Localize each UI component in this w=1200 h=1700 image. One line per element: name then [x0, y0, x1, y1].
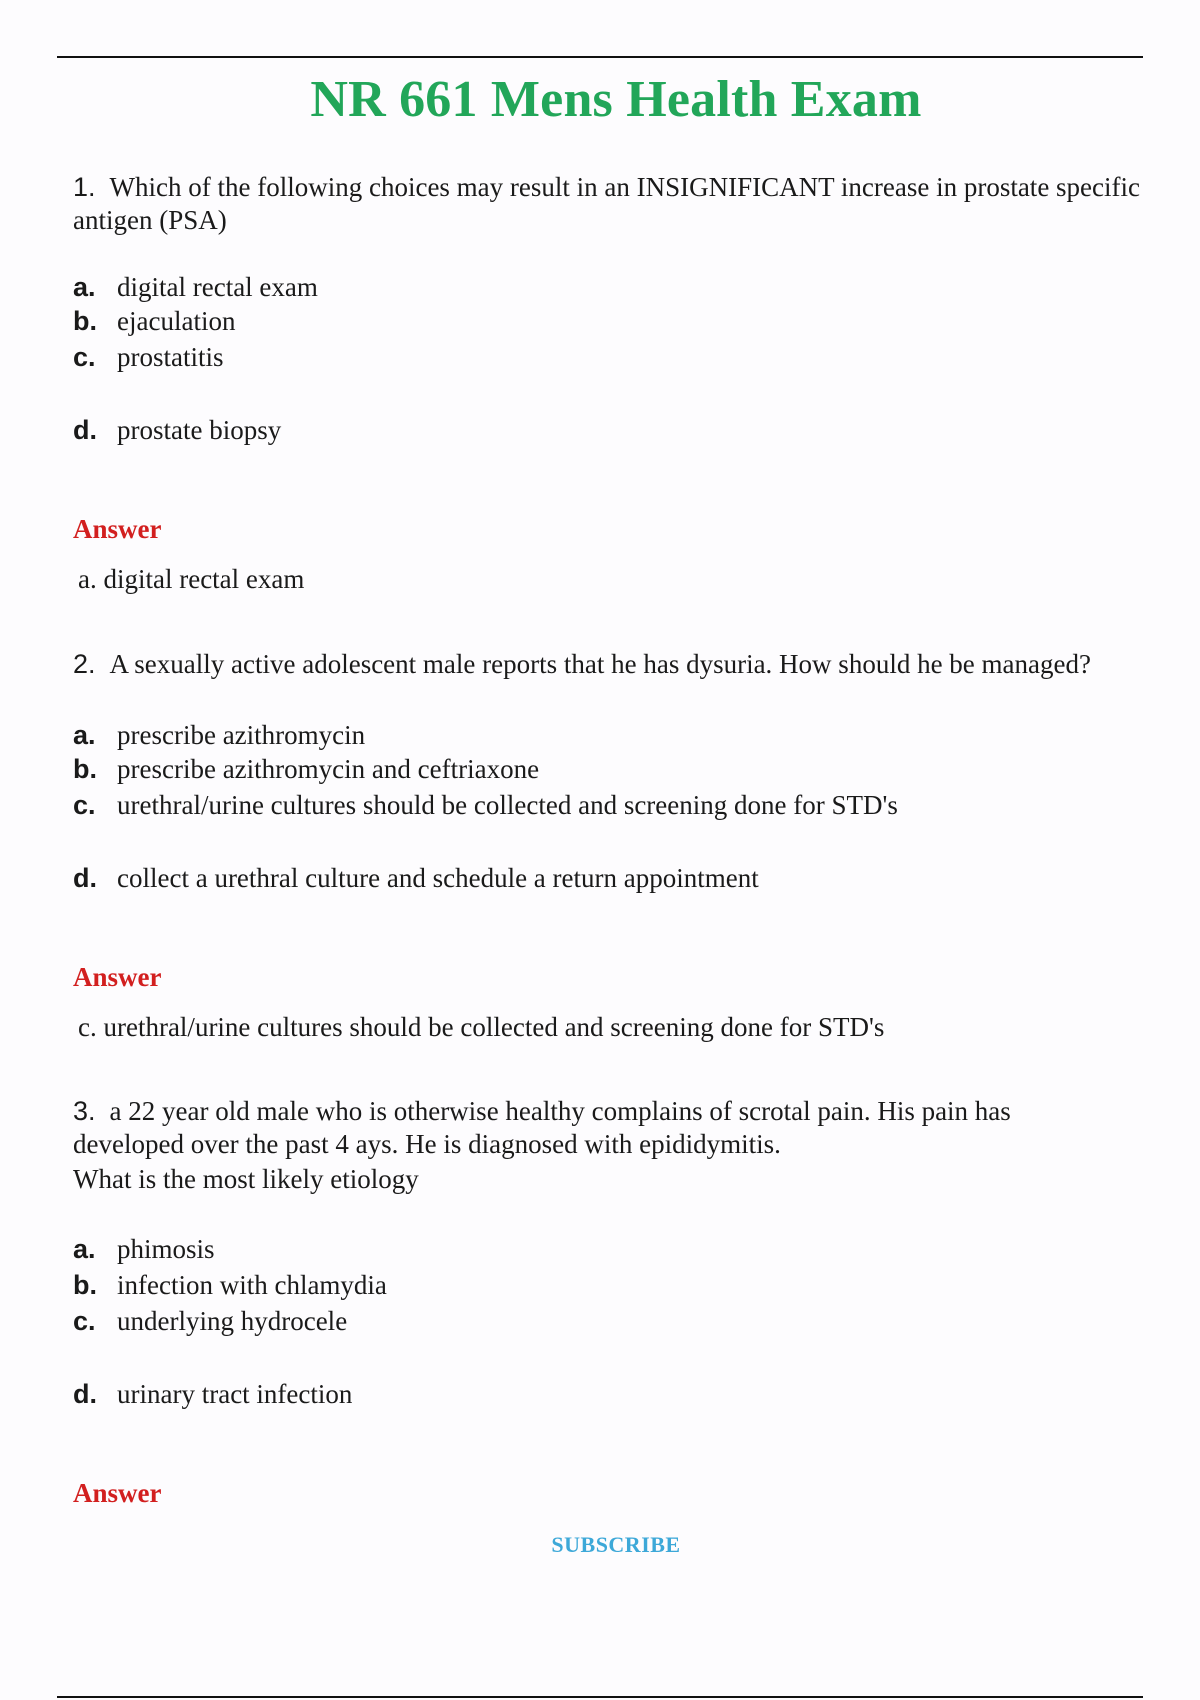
- subscribe-link[interactable]: SUBSCRIBE: [551, 1532, 681, 1557]
- q1-option-a: [73, 271, 1153, 304]
- question-1: [73, 171, 1153, 237]
- q1-option-c: [73, 341, 1153, 374]
- option-letter: a.: [73, 720, 96, 750]
- q2-option-b: [73, 753, 1153, 786]
- option-text: prostate biopsy: [117, 415, 282, 445]
- option-letter: d.: [73, 415, 97, 445]
- question-text: Which of the following choices may result in an INSIGNIFICANT increase in prostate specific antigen (PSA): [73, 172, 1141, 235]
- q2-option-c: [73, 789, 1153, 822]
- option-text: urinary tract infection: [117, 1379, 353, 1409]
- option-letter: c.: [73, 1306, 96, 1336]
- bottom-rule: [57, 1696, 1143, 1698]
- q2-option-a: [73, 719, 1153, 752]
- question-text: A sexually active adolescent male reports that he has dysuria. How should he be managed?: [109, 649, 1091, 679]
- q3-option-b: [73, 1269, 1153, 1302]
- q1-answer-label: Answer: [73, 514, 162, 544]
- option-text: prescribe azithromycin: [117, 720, 366, 750]
- question-number: 3.: [73, 1096, 96, 1126]
- question-number: 2.: [73, 649, 96, 679]
- option-text: collect a urethral culture and schedule a return appointment: [117, 863, 759, 893]
- q3-option-d: [73, 1378, 1153, 1411]
- option-letter: c.: [73, 342, 96, 372]
- option-letter: b.: [73, 1270, 97, 1300]
- question-text: a 22 year old male who is otherwise healthy complains of scrotal pain. His pain has developed over the past 4 ays. He is diagnosed with epididymitis.: [73, 1096, 1011, 1159]
- page-title: NR 661 Mens Health Exam: [310, 71, 922, 128]
- option-letter: d.: [73, 1379, 97, 1409]
- option-text: infection with chlamydia: [117, 1270, 387, 1300]
- question-number: 1.: [73, 172, 96, 202]
- option-text: urethral/urine cultures should be collected and screening done for STD's: [117, 790, 898, 820]
- q2-answer-text: c. urethral/urine cultures should be collected and screening done for STD's: [78, 1012, 885, 1042]
- option-text: ejaculation: [117, 306, 236, 336]
- question-3: [73, 1095, 1073, 1161]
- q2-option-d: [73, 862, 1153, 895]
- option-letter: d.: [73, 863, 97, 893]
- option-text: phimosis: [117, 1234, 215, 1264]
- option-text: prostatitis: [117, 342, 224, 372]
- question-text-line2: What is the most likely etiology: [73, 1164, 419, 1194]
- option-text: prescribe azithromycin and ceftriaxone: [117, 754, 540, 784]
- option-letter: c.: [73, 790, 96, 820]
- option-text: digital rectal exam: [117, 272, 318, 302]
- q3-option-c: [73, 1305, 1153, 1338]
- q3-answer-label: Answer: [73, 1478, 162, 1508]
- q1-answer-text: a. digital rectal exam: [78, 564, 305, 594]
- option-text: underlying hydrocele: [117, 1306, 348, 1336]
- q2-answer-label: Answer: [73, 962, 162, 992]
- option-letter: a.: [73, 1234, 96, 1264]
- question-2: [73, 648, 1153, 681]
- option-letter: a.: [73, 272, 96, 302]
- q1-option-b: [73, 305, 1153, 338]
- option-letter: b.: [73, 754, 97, 784]
- question-3-line2: [73, 1163, 1153, 1196]
- top-rule: [57, 56, 1143, 58]
- q3-option-a: [73, 1233, 1153, 1266]
- q1-option-d: [73, 414, 1153, 447]
- option-letter: b.: [73, 306, 97, 336]
